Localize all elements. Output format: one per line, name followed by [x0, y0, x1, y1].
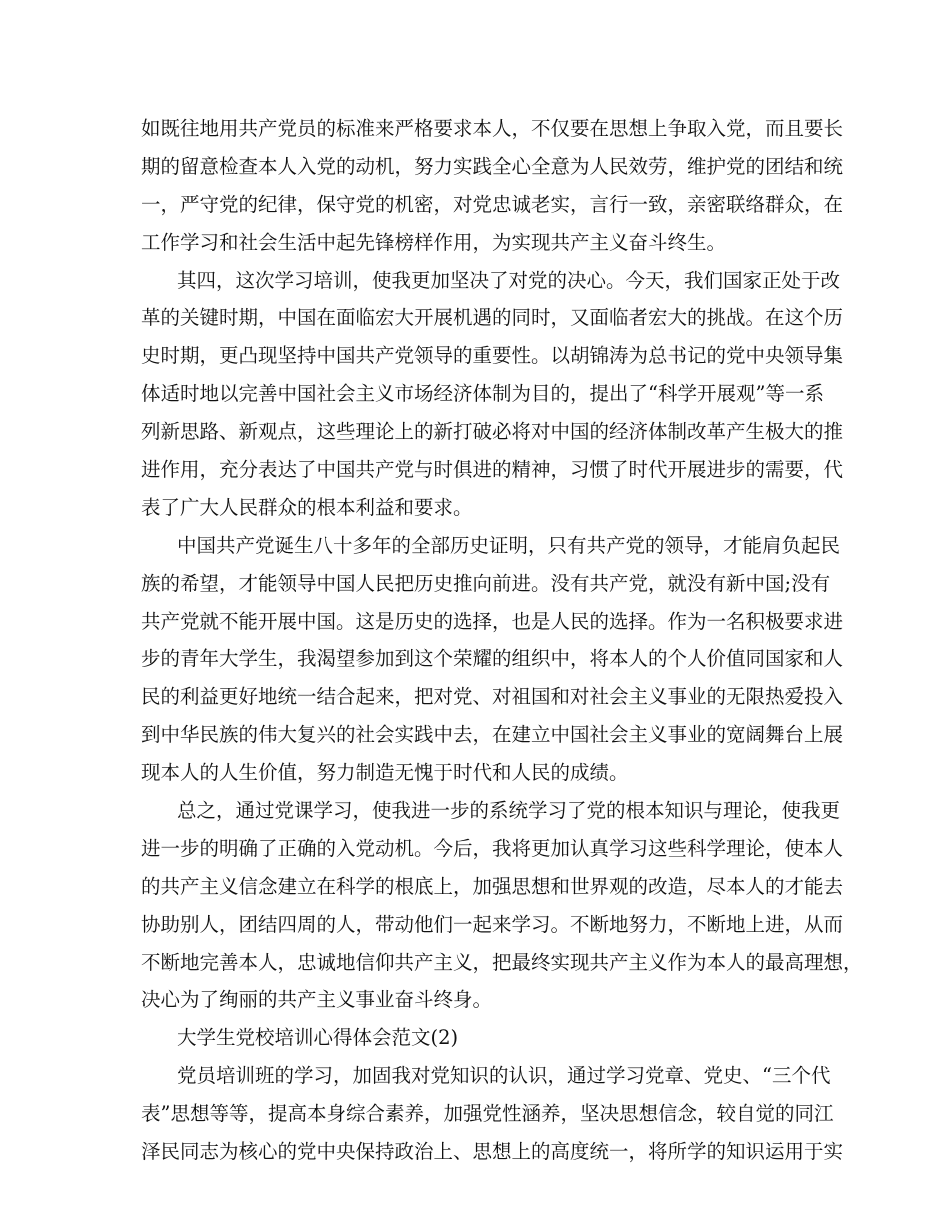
text-line: 进作用，充分表达了中国共产党与时俱进的精神，习惯了时代开展进步的需要，代	[141, 458, 844, 482]
text-line: 到中华民族的伟大复兴的社会实践中去，在建立中国社会主义事业的宽阔舞台上展	[141, 723, 844, 747]
text-line: 族的希望，才能领导中国人民把历史推向前进。没有共产党，就没有新中国;没有	[141, 571, 831, 595]
text-line: 体适时地以完善中国社会主义市场经济体制为目的，提出了“科学开展观”等一系	[141, 382, 824, 406]
text-line: 现本人的人生价值，努力制造无愧于时代和人民的成绩。	[141, 761, 629, 785]
text-line: 协助别人，团结四周的人，带动他们一起来学习。不断地努力，不断地上进，从而	[141, 912, 844, 936]
paragraph	[141, 110, 844, 262]
paragraph	[141, 527, 844, 792]
text-line: 工作学习和社会生活中起先锋榜样作用，为实现共产主义奋斗终生。	[141, 230, 727, 254]
paragraph	[141, 262, 844, 527]
text-line: 史时期，更凸现坚持中国共产党领导的重要性。以胡锦涛为总书记的党中央领导集	[141, 344, 844, 368]
text-line: 革的关键时期，中国在面临宏大开展机遇的同时，又面临者宏大的挑战。在这个历	[141, 306, 844, 330]
text-line: 期的留意检查本人入党的动机，努力实践全心全意为人民效劳，维护党的团结和统	[141, 154, 844, 178]
text-line: 表了广大人民群众的根本利益和要求。	[141, 495, 473, 519]
text-line: 中国共产党诞生八十多年的全部历史证明，只有共产党的领导，才能肩负起民	[177, 533, 841, 557]
text-line: 步的青年大学生，我渴望参加到这个荣耀的组织中，将本人的个人价值同国家和人	[141, 647, 844, 671]
text-line: 一，严守党的纪律，保守党的机密，对党忠诚老实，言行一致，亲密联络群众，在	[141, 192, 844, 216]
text-line: 民的利益更好地统一结合起来，把对党、对祖国和对社会主义事业的无限热爱投入	[141, 685, 844, 709]
paragraph	[141, 792, 863, 1019]
text-line: 其四，这次学习培训，使我更加坚决了对党的决心。今天，我们国家正处于改	[177, 268, 841, 292]
text-line: 泽民同志为核心的党中央保持政治上、思想上的高度统一，将所学的知识运用于实	[141, 1140, 844, 1164]
text-line: 党员培训班的学习，加固我对党知识的认识，通过学习党章、党史、“三个代	[177, 1064, 831, 1088]
text-line: 总之，通过党课学习，使我进一步的系统学习了党的根本知识与理论，使我更	[177, 799, 841, 823]
heading-line: 大学生党校培训心得体会范文(2)	[177, 1026, 459, 1050]
text-line: 的共产主义信念建立在科学的根底上，加强思想和世界观的改造，尽本人的才能去	[141, 874, 844, 898]
text-line: 不断地完善本人，忠诚地信仰共产主义，把最终实现共产主义作为本人的最高理想，	[141, 950, 863, 974]
document-body	[141, 110, 863, 1171]
section-heading	[141, 1019, 809, 1057]
text-line: 表”思想等等，提高本身综合素养，加强党性涵养，坚决思想信念，较自觉的同江	[141, 1102, 834, 1126]
text-line: 决心为了绚丽的共产主义事业奋斗终身。	[141, 988, 493, 1012]
text-line: 列新思路、新观点，这些理论上的新打破必将对中国的经济体制改革产生极大的推	[141, 420, 844, 444]
text-line: 如既往地用共产党员的标准来严格要求本人，不仅要在思想上争取入党，而且要长	[141, 117, 844, 140]
text-line: 共产党就不能开展中国。这是历史的选择，也是人民的选择。作为一名积极要求进	[141, 609, 844, 633]
paragraph	[141, 1057, 844, 1171]
text-line: 进一步的明确了正确的入党动机。今后，我将更加认真学习这些科学理论，使本人	[141, 836, 844, 860]
